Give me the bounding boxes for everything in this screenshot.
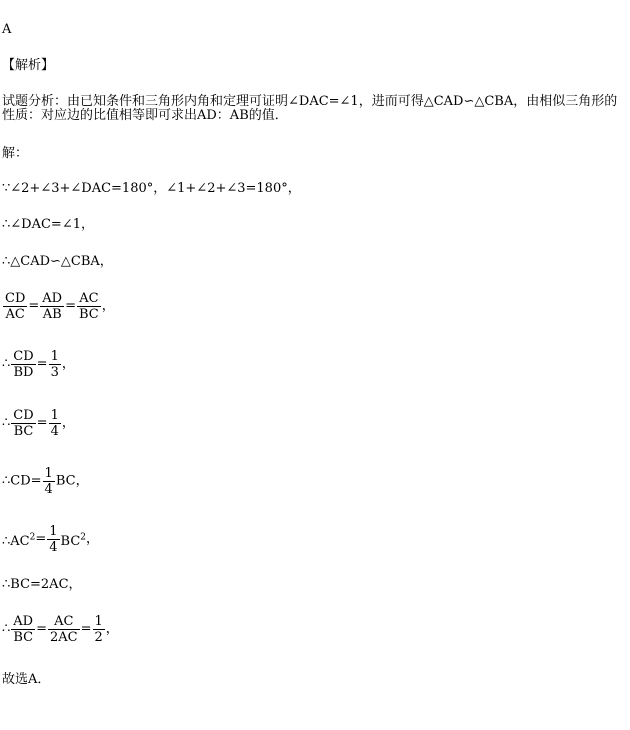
exponent: 2 bbox=[80, 532, 87, 543]
step-angle-equal: ∴∠DAC=∠1， bbox=[2, 217, 94, 232]
numerator: CD bbox=[13, 349, 34, 364]
denominator: AC bbox=[5, 307, 25, 322]
equals-sign: = bbox=[36, 415, 48, 431]
step-cd-bd-ratio bbox=[2, 349, 75, 380]
fraction bbox=[49, 408, 61, 439]
equals-sign: = bbox=[80, 621, 92, 637]
fraction bbox=[11, 408, 35, 439]
fraction bbox=[43, 466, 55, 497]
section-heading: 【解析】 bbox=[2, 58, 55, 73]
punctuation: ， bbox=[61, 415, 75, 431]
fraction bbox=[3, 291, 27, 322]
expression-text: BC， bbox=[55, 473, 89, 489]
fraction bbox=[93, 614, 105, 645]
step-cd-value bbox=[2, 466, 89, 497]
expression-base: BC bbox=[60, 533, 81, 549]
expression-text: ∴CD= bbox=[2, 473, 42, 489]
step-ac-squared bbox=[2, 524, 99, 555]
fraction bbox=[40, 291, 64, 322]
numerator: 1 bbox=[50, 349, 59, 364]
equals-sign: = bbox=[35, 531, 47, 547]
punctuation: ， bbox=[105, 621, 119, 637]
answer-letter: A bbox=[2, 22, 12, 37]
denominator: BC bbox=[79, 307, 99, 322]
numerator: 1 bbox=[50, 408, 59, 423]
step-cd-bc-ratio bbox=[2, 408, 75, 439]
denominator: BD bbox=[13, 365, 34, 380]
numerator: CD bbox=[5, 291, 26, 306]
punctuation: ， bbox=[101, 298, 115, 314]
equals-sign: = bbox=[65, 298, 76, 314]
numerator: AC bbox=[48, 614, 80, 630]
denominator: 4 bbox=[50, 424, 59, 439]
numerator: AD bbox=[13, 614, 34, 629]
fraction bbox=[11, 614, 35, 645]
denominator: BC bbox=[13, 424, 34, 439]
numerator: AC bbox=[77, 291, 101, 307]
equals-sign: = bbox=[36, 356, 48, 372]
denominator: 3 bbox=[50, 365, 59, 380]
therefore-symbol: ∴ bbox=[2, 621, 11, 637]
conclusion-text: 故选A． bbox=[2, 672, 51, 687]
fraction bbox=[47, 524, 59, 555]
fraction bbox=[11, 349, 35, 380]
solution-label: 解： bbox=[2, 146, 29, 161]
analysis-text: 试题分析：由已知条件和三角形内角和定理可证明∠DAC=∠1，进而可得△CAD∽△CBA，由相似三角形的性质：对应边的比值相等即可求出AD：AB的值． bbox=[2, 94, 618, 123]
therefore-symbol: ∴ bbox=[2, 415, 11, 431]
fraction bbox=[49, 349, 61, 380]
step-similar-triangles: ∴△CAD∽△CBA， bbox=[2, 254, 113, 269]
expression-text bbox=[61, 534, 86, 549]
denominator: 4 bbox=[49, 540, 58, 555]
step-bc-equals: ∴BC=2AC， bbox=[2, 577, 82, 592]
expression-text bbox=[2, 534, 35, 549]
step-final-ratio bbox=[2, 614, 119, 645]
step-angle-sum: ∵∠2+∠3+∠DAC=180°，∠1+∠2+∠3=180°， bbox=[2, 181, 301, 196]
equals-sign: = bbox=[28, 298, 40, 314]
punctuation: ， bbox=[86, 531, 100, 547]
numerator: CD bbox=[13, 408, 34, 423]
step-ratio-equality bbox=[2, 291, 115, 322]
numerator: 1 bbox=[49, 524, 58, 539]
expression-base: ∴AC bbox=[2, 533, 30, 549]
denominator: 2AC bbox=[50, 630, 78, 645]
fraction bbox=[48, 614, 80, 645]
denominator: 4 bbox=[44, 482, 53, 497]
denominator: BC bbox=[13, 630, 34, 645]
exponent: 2 bbox=[29, 532, 36, 543]
punctuation: ， bbox=[61, 356, 75, 372]
fraction bbox=[77, 291, 101, 322]
therefore-symbol: ∴ bbox=[2, 356, 11, 372]
numerator: 1 bbox=[44, 466, 53, 481]
denominator: 2 bbox=[94, 630, 103, 645]
denominator: AB bbox=[42, 307, 62, 322]
numerator: AD bbox=[42, 291, 63, 306]
equals-sign: = bbox=[36, 621, 47, 637]
numerator: 1 bbox=[94, 614, 103, 629]
